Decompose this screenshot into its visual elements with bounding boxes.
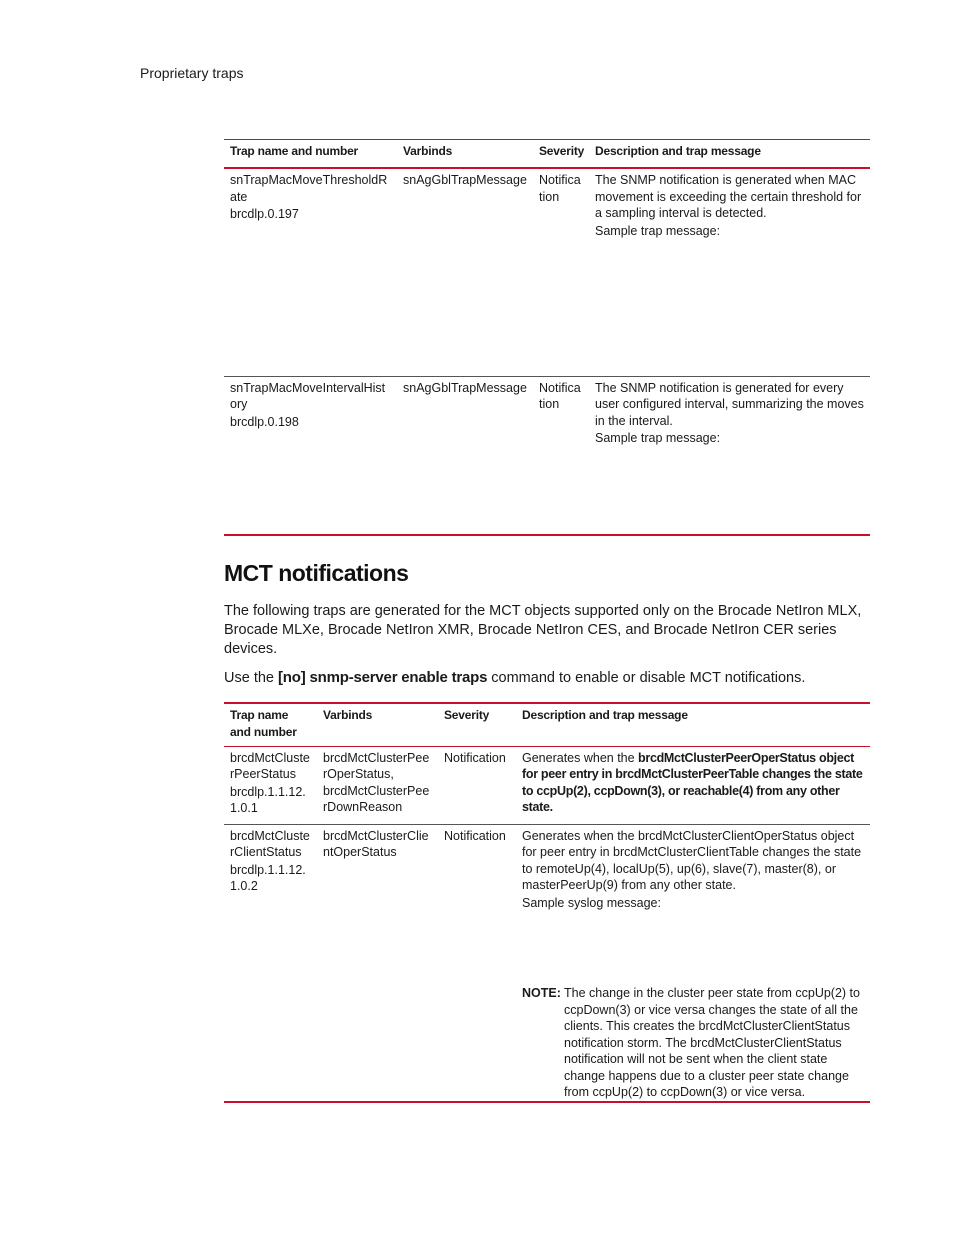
trap-name-line: rClientStatus (230, 845, 302, 859)
table-row (224, 376, 870, 535)
severity-line: Notifica (539, 173, 581, 187)
column-header-severity: Severity (438, 703, 516, 746)
varbind-line: ntOperStatus (323, 845, 397, 859)
note-block (522, 985, 864, 1101)
mac-move-traps-table (224, 139, 870, 536)
sample-message-label: Sample syslog message: (522, 895, 661, 910)
trap-number: brcdlp.0.198 (230, 414, 299, 429)
description-cell (589, 376, 870, 535)
description-bold-text: brcdMctClusterPeerOperStatus object for peer entry in brcdMctClusterPeerTable changes the state to ccpUp(2), ccpDown(3), or reachable(4) from any other state. (522, 750, 863, 814)
severity-cell (533, 376, 589, 535)
column-header-severity: Severity (533, 140, 589, 169)
severity-cell (533, 168, 589, 376)
section-heading: MCT notifications (224, 560, 409, 586)
varbinds-cell: snAgGblTrapMessage (397, 168, 533, 376)
trap-name-line: ory (230, 397, 248, 411)
trap-name-line: brcdMctCluste (230, 828, 310, 843)
trap-number: brcdlp.0.197 (230, 207, 299, 221)
severity-cell: Notification (444, 828, 506, 843)
description-cell (589, 168, 870, 376)
running-head: Proprietary traps (140, 65, 244, 81)
varbind-line: rDownReason (323, 800, 403, 814)
description-cell (516, 824, 870, 1102)
column-header-description: Description and trap message (516, 703, 870, 746)
trap-name-cell (224, 746, 317, 824)
trap-name-cell (224, 168, 397, 376)
varbind-line: rOperStatus, (323, 767, 394, 781)
description-text: The SNMP notification is generated for every user configured interval, summarizing the moves in the interval. (595, 380, 864, 428)
column-header-description: Description and trap message (589, 140, 870, 169)
trap-number-line: brcdlp.1.1.12. (230, 862, 306, 877)
command-text: [no] snmp-server enable traps (278, 669, 488, 686)
description-text: The SNMP notification is generated when MAC movement is exceeding the certain threshold for a sampling interval is detected. (595, 173, 862, 220)
table-row (224, 746, 870, 824)
severity-cell: Notification (438, 746, 516, 824)
description-text: Generates when the (522, 750, 639, 765)
usage-suffix: command to enable or disable MCT notifications. (487, 670, 806, 686)
varbind-line: brcdMctClusterClie (323, 828, 429, 843)
usage-paragraph (224, 668, 874, 688)
trap-name-line: brcdMctCluste (230, 750, 310, 765)
table-header-row (224, 703, 870, 746)
trap-name-line: snTrapMacMoveThresholdR (230, 173, 388, 187)
column-header-trap-name: Trap name and number (224, 140, 397, 169)
column-header-trap-name: Trap name and number (224, 703, 317, 746)
note-label: NOTE: (522, 986, 561, 1000)
mct-traps-table (224, 702, 870, 1103)
usage-prefix: Use the (224, 670, 278, 686)
table-row (224, 824, 870, 1102)
trap-name-line: snTrapMacMoveIntervalHist (230, 380, 386, 395)
column-header-varbinds: Varbinds (397, 140, 533, 169)
sample-message-label: Sample trap message: (595, 431, 721, 445)
sample-message-label: Sample trap message: (595, 223, 721, 238)
trap-number-line: 1.0.2 (230, 879, 258, 893)
varbind-line: brcdMctClusterPee (323, 783, 430, 798)
table-row (224, 168, 870, 376)
varbinds-cell (317, 824, 438, 1102)
description-cell (516, 746, 870, 824)
severity-line: tion (539, 397, 560, 411)
column-header-varbinds: Varbinds (317, 703, 438, 746)
note-text: The change in the cluster peer state from ccpUp(2) to ccpDown(3) or vice versa changes the state of all the clients. This creates the brcdMctClusterClientStatus notification storm. The brcdMctClusterClientStatus notification will not be sent when the client state change happens due to a cluster peer state change from ccpUp(2) to ccpDown(3) or vice versa. (564, 986, 860, 1099)
trap-name-cell (224, 376, 397, 535)
severity-line: Notifica (539, 380, 581, 395)
trap-number-line: brcdlp.1.1.12. (230, 784, 306, 799)
trap-number-line: 1.0.1 (230, 801, 258, 815)
varbinds-cell: snAgGblTrapMessage (403, 380, 527, 395)
varbind-line: brcdMctClusterPee (323, 750, 430, 765)
trap-name-line: ate (230, 189, 248, 204)
description-text: Generates when the brcdMctClusterClientOperStatus object for peer entry in brcdMctClusterClientTable changes the state to remoteUp(4), localUp(5), up(6), slave(7), master(8), or masterPeerUp(9) from any other state. (522, 828, 862, 892)
trap-name-line: rPeerStatus (230, 767, 297, 781)
trap-name-cell (224, 824, 317, 1102)
table-header-row (224, 140, 870, 169)
intro-paragraph: The following traps are generated for the MCT objects supported only on the Brocade NetIron MLX, Brocade MLXe, Brocade NetIron XMR, Brocade NetIron CES, and Brocade NetIron CER series devices. (224, 603, 862, 657)
varbinds-cell (317, 746, 438, 824)
severity-line: tion (539, 189, 560, 204)
